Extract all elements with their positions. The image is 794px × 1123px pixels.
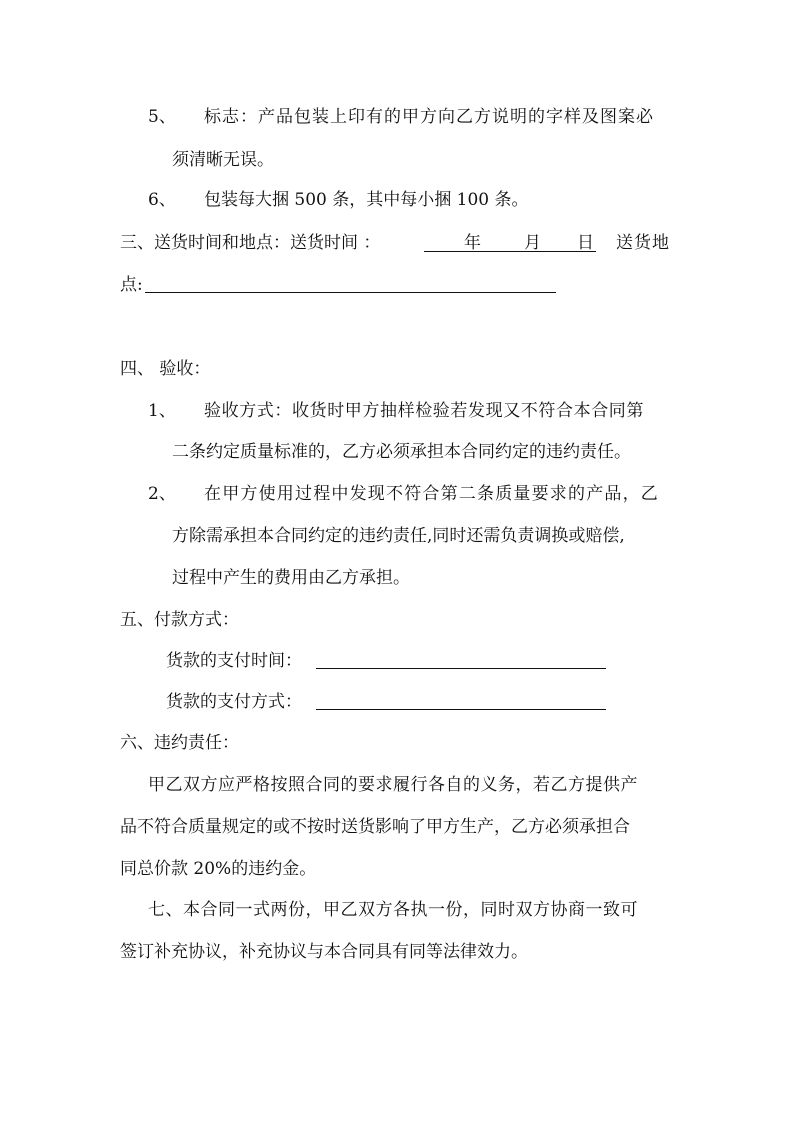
breach-text-line1: 甲乙双方应严格按照合同的要求履行各自的义务，若乙方提供产 [148,775,638,795]
item-5-number: 5、 [148,107,176,127]
delivery-place-underline [145,292,556,293]
item-5-text-line1: 标志：产品包装上印有的甲方向乙方说明的字样及图案必 [204,107,654,127]
payment-time-label: 货款的支付时间： [166,651,302,671]
item-5-text-line2: 须清晰无误。 [172,150,274,170]
delivery-date-underline [424,251,596,252]
delivery-place-label: 送货地 [616,233,670,253]
payment-heading: 五、付款方式： [120,610,239,630]
copies-text-line1: 七、本合同一式两份，甲乙双方各执一份，同时双方协商一致可 [148,900,638,920]
item-6-text: 包装每大捆 500 条，其中每小捆 100 条。 [204,190,529,210]
acceptance-item-1-number: 1、 [148,401,176,421]
delivery-year-label: 年 [464,233,481,253]
acceptance-item-2-number: 2、 [148,484,176,504]
acceptance-heading: 四、 验收： [120,359,211,379]
delivery-month-label: 月 [524,233,541,253]
breach-text-line3: 同总价款 20%的违约金。 [120,859,317,879]
breach-text-line2: 品不符合质量规定的或不按时送货影响了甲方生产，乙方必须承担合 [120,817,630,837]
acceptance-item-2-line1: 在甲方使用过程中发现不符合第二条质量要求的产品，乙 [204,484,659,504]
copies-text-line2: 签订补充协议，补充协议与本合同具有同等法律效力。 [120,942,528,962]
payment-method-label: 货款的支付方式： [166,692,302,712]
acceptance-item-2-line3: 过程中产生的费用由乙方承担。 [172,568,410,588]
delivery-day-label: 日 [577,233,594,253]
payment-time-underline [316,668,606,669]
item-6-number: 6、 [148,190,176,210]
delivery-place-label-cont: 点: [120,275,143,295]
acceptance-item-1-line1: 验收方式：收货时甲方抽样检验若发现又不符合本合同第 [204,401,644,421]
acceptance-item-1-line2: 二条约定质量标准的，乙方必须承担本合同约定的违约责任。 [172,442,631,462]
payment-method-underline [316,709,606,710]
delivery-time-label: 三、送货时间和地点：送货时间 ： [120,233,381,253]
acceptance-item-2-line2: 方除需承担本合同约定的违约责任,同时还需负责调换或赔偿, [172,526,625,546]
breach-heading: 六、违约责任： [120,733,239,753]
